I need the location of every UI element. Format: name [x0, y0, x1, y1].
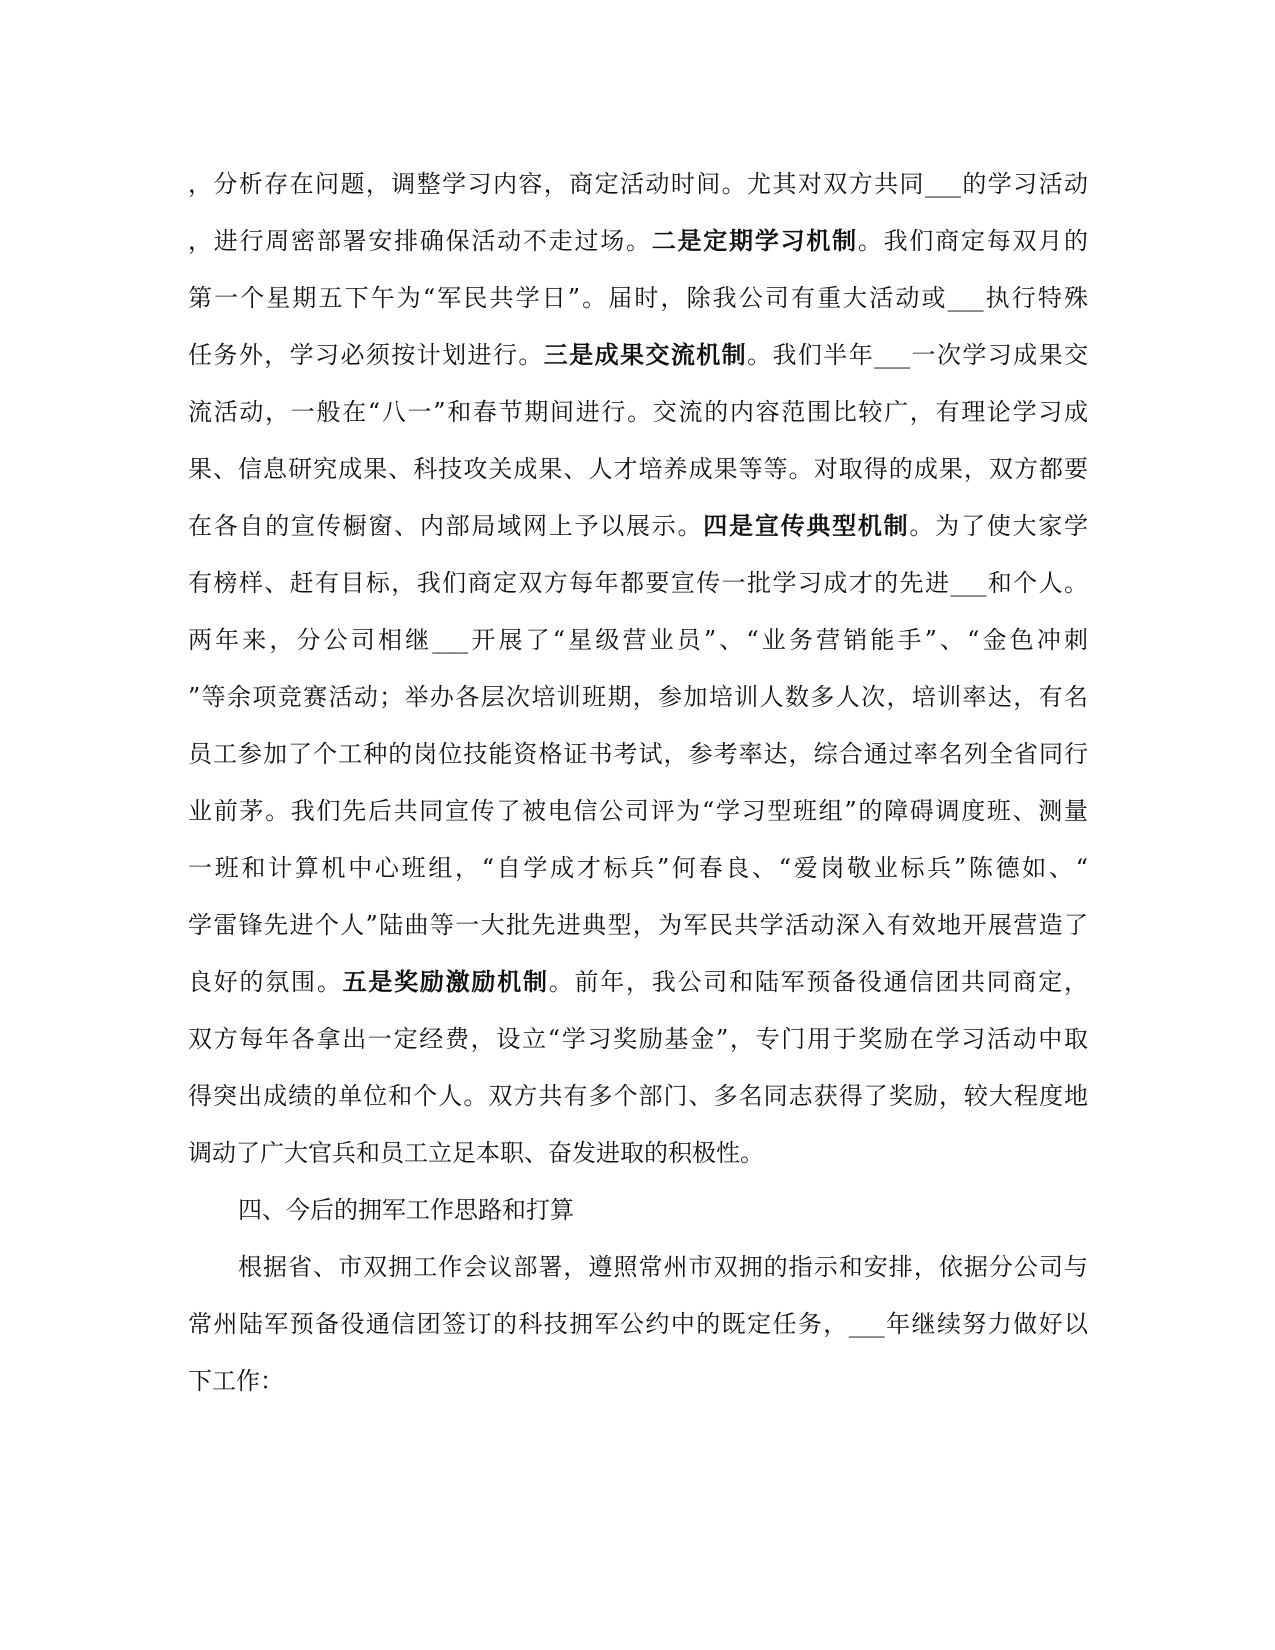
bold-heading-span: 五是奖励激励机制 [342, 967, 549, 996]
text-span: 根据省、市双拥工作会议部署，遵照常州市双拥的指示和安排，依据分公司与 [238, 1253, 1088, 1281]
bold-heading-span: 四是宣传典型机制 [703, 511, 910, 540]
text-span: 有榜样、赶有目标，我们商定双方每年都要宣传一批学习成才的先进___和个人。 [188, 569, 1088, 597]
body-line [188, 164, 1088, 204]
bold-heading-span: 三是成果交流机制 [543, 340, 748, 369]
body-line [188, 962, 1088, 1002]
text-span: 两年来，分公司相继___开展了“星级营业员”、“业务营销能手”、“金色冲刺 [188, 626, 1088, 654]
body-line [188, 1076, 1088, 1116]
text-span: 。我们半年___一次学习成果交 [747, 341, 1088, 369]
body-line [188, 1361, 1088, 1401]
text-span: 下工作： [188, 1367, 284, 1395]
text-span: ，进行周密部署安排确保活动不走过场。 [188, 227, 652, 255]
body-line [188, 278, 1088, 318]
section-heading [238, 1190, 1088, 1230]
text-span: 一班和计算机中心班组，“自学成才标兵”何春良、“爱岗敬业标兵”陈德如、“ [188, 854, 1088, 882]
text-span: 得突出成绩的单位和个人。双方共有多个部门、多名同志获得了奖励，较大程度地 [188, 1082, 1088, 1110]
text-span: 。我们商定每双月的 [857, 227, 1088, 255]
text-span: 。为了使大家学 [909, 512, 1088, 540]
body-line [188, 506, 1088, 546]
text-span: 业前茅。我们先后共同宣传了被电信公司评为“学习型班组”的障碍调度班、测量 [188, 797, 1088, 825]
text-span: ”等余项竞赛活动；举办各层次培训班期，参加培训人数多人次，培训率达，有名 [188, 683, 1088, 711]
body-line [238, 1247, 1088, 1287]
body-line [188, 620, 1088, 660]
text-span: 流活动，一般在“八一”和春节期间进行。交流的内容范围比较广，有理论学习成 [188, 398, 1088, 426]
text-span: 第一个星期五下午为“军民共学日”。届时，除我公司有重大活动或___执行特殊 [188, 284, 1088, 312]
text-span: 良好的氛围。 [188, 968, 343, 996]
body-line [188, 221, 1088, 261]
body-line [188, 335, 1088, 375]
body-line [188, 734, 1088, 774]
text-span: 员工参加了个工种的岗位技能资格证书考试，参考率达，综合通过率名列全省同行 [188, 740, 1088, 768]
body-line [188, 791, 1088, 831]
text-span: 果、信息研究成果、科技攻关成果、人才培养成果等等。对取得的成果，双方都要 [188, 455, 1088, 483]
text-span: 常州陆军预备役通信团签订的科技拥军公约中的既定任务，___年继续努力做好以 [188, 1310, 1088, 1338]
body-line [188, 392, 1088, 432]
text-span: 任务外，学习必须按计划进行。 [188, 341, 544, 369]
body-line [188, 848, 1088, 888]
text-span: 学雷锋先进个人”陆曲等一大批先进典型，为军民共学活动深入有效地开展营造了 [188, 911, 1088, 939]
bold-heading-span: 二是定期学习机制 [651, 226, 858, 255]
body-line [188, 677, 1088, 717]
section-heading-text: 四、今后的拥军工作思路和打算 [238, 1196, 574, 1224]
text-span: 调动了广大官兵和员工立足本职、奋发进取的积极性。 [188, 1139, 764, 1167]
body-line [188, 449, 1088, 489]
text-span: 在各自的宣传橱窗、内部局域网上予以展示。 [188, 512, 704, 540]
body-line [188, 905, 1088, 945]
text-span: ，分析存在问题，调整学习内容，商定活动时间。尤其对双方共同___的学习活动 [188, 170, 1088, 198]
body-line [188, 1304, 1088, 1344]
body-line [188, 1019, 1088, 1059]
body-line [188, 563, 1088, 603]
text-span: 。前年，我公司和陆军预备役通信团共同商定， [548, 968, 1088, 996]
text-span: 双方每年各拿出一定经费，设立“学习奖励基金”，专门用于奖励在学习活动中取 [188, 1025, 1088, 1053]
body-line [188, 1133, 1088, 1173]
